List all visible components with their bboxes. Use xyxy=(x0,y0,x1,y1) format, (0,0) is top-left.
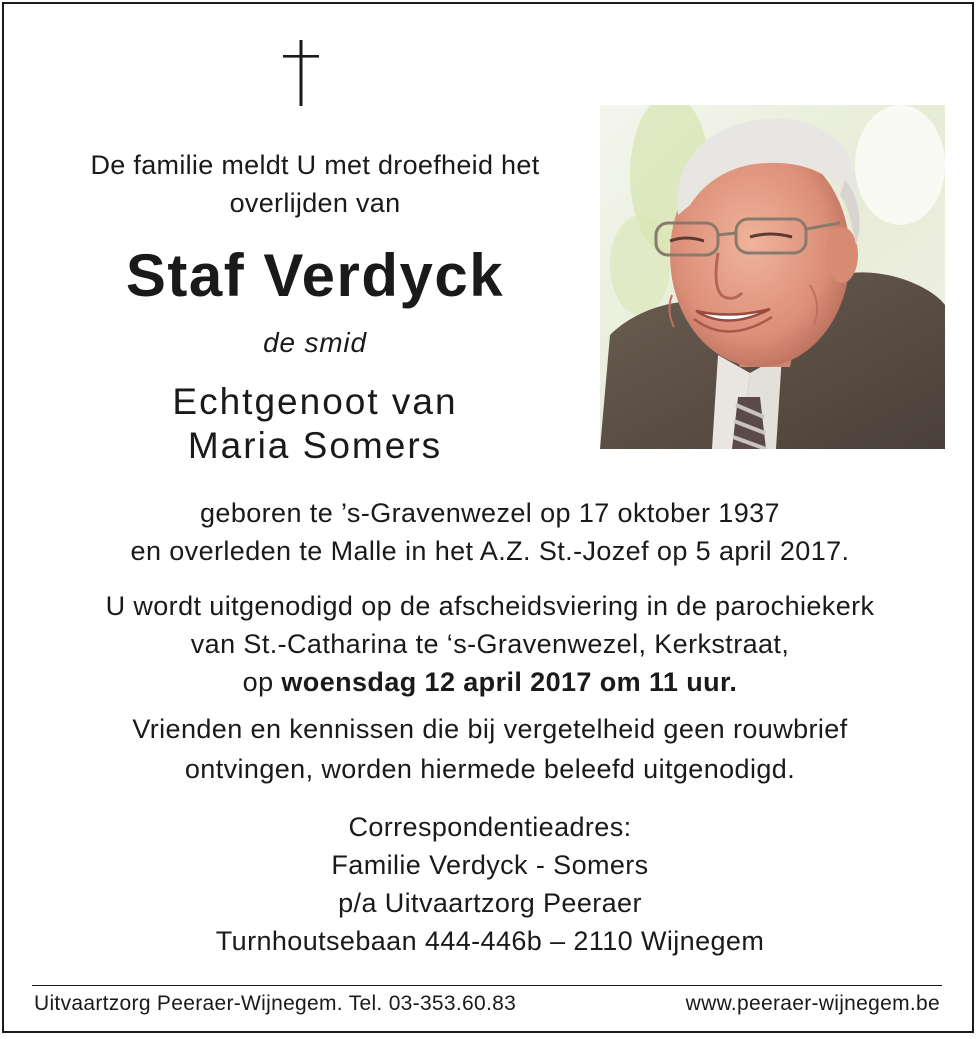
correspondence-care-of: p/a Uitvaartzorg Peeraer xyxy=(338,888,642,918)
spouse-line-2: Maria Somers xyxy=(187,425,443,466)
death-line: en overleden te Malle in het A.Z. St.-Jozef op 5 april 2017. xyxy=(130,536,850,566)
intro-line-2: overlijden van xyxy=(229,188,401,218)
ceremony-line-2: van St.-Catharina te ‘s-Gravenwezel, Kerkstraat, xyxy=(190,629,790,659)
correspondence-heading: Correspondentieadres: xyxy=(348,812,632,842)
ceremony-line-3 xyxy=(10,663,970,701)
ceremony-date: woensdag 12 april 2017 om 11 uur. xyxy=(281,667,738,697)
spouse-text xyxy=(32,380,598,468)
friends-line-2: ontvingen, worden hiermede beleefd uitgenodigd. xyxy=(184,754,796,784)
footer-website-link[interactable]: www.peeraer-wijnegem.be xyxy=(685,992,940,1015)
portrait-photo xyxy=(600,105,945,449)
intro-line-1: De familie meldt U met droefheid het xyxy=(90,150,540,180)
footer-divider xyxy=(32,985,942,986)
spouse-line-1: Echtgenoot van xyxy=(172,381,458,422)
cross-icon xyxy=(283,40,319,106)
footer-company: Uitvaartzorg Peeraer-Wijnegem. Tel. 03-353.60.83 xyxy=(34,992,517,1015)
intro-text xyxy=(32,146,598,222)
birth-line: geboren te ’s-Gravenwezel op 17 oktober 1937 xyxy=(200,498,780,528)
friends-line-1: Vrienden en kennissen die bij vergetelheid geen rouwbrief xyxy=(132,714,848,744)
correspondence-street: Turnhoutsebaan 444-446b – 2110 Wijnegem xyxy=(215,926,765,956)
friends-notice xyxy=(10,709,970,789)
deceased-name: Staf Verdyck xyxy=(125,242,505,309)
ceremony-line-1: U wordt uitgenodigd op de afscheidsviering in de parochiekerk xyxy=(105,591,875,621)
correspondence-address xyxy=(10,808,970,960)
life-dates xyxy=(10,494,970,570)
correspondence-family: Familie Verdyck - Somers xyxy=(331,850,649,880)
ceremony-invitation xyxy=(10,587,970,701)
deceased-nickname: de smid xyxy=(263,327,367,358)
ceremony-date-prefix: op xyxy=(242,667,282,697)
